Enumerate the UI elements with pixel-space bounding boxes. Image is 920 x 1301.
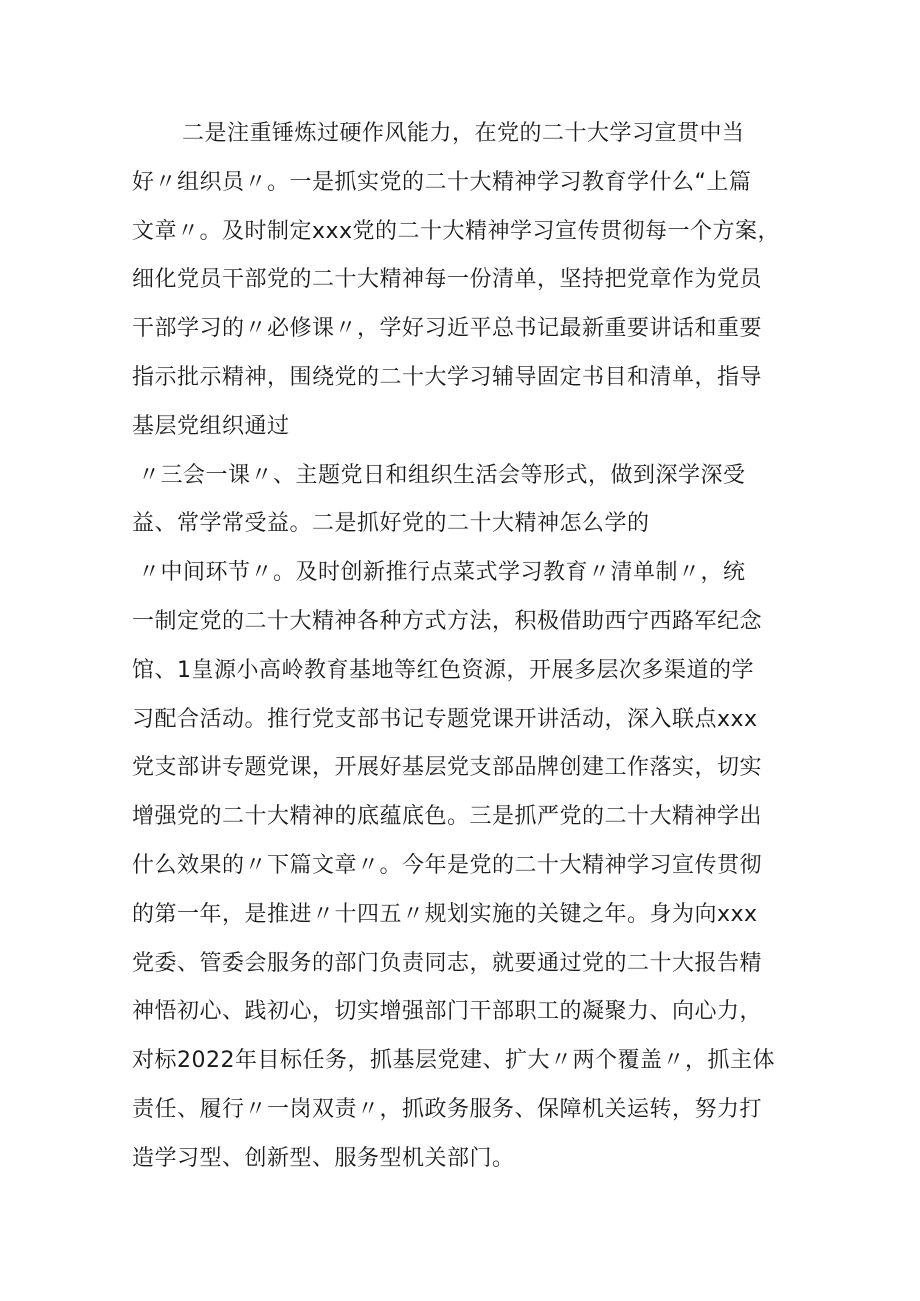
text-line: 益、常学常受益。二是抓好党的二十大精神怎么学的 xyxy=(132,511,650,537)
text-line: 党支部讲专题党课，开展好基层党支部品牌创建工作落实，切实 xyxy=(132,755,763,781)
text-line: 责任、履行〃一岗双责〃，抓政务服务、保障机关运转，努力打 xyxy=(132,1096,763,1122)
text-line: 什么效果的〃下篇文章〃。今年是党的二十大精神学习宣传贯彻 xyxy=(132,852,763,878)
text-line: 干部学习的〃必修课〃，学好习近平总书记最新重要讲话和重要 xyxy=(132,316,763,342)
text-line: 基层党组织通过 xyxy=(132,413,290,439)
text-line: 习配合活动。推行党支部书记专题党课开讲活动，深入联点xxx xyxy=(132,706,758,732)
text-line: 神悟初心、践初心，切实增强部门干部职工的凝聚力、向心力， xyxy=(132,999,763,1025)
text-line: 增强党的二十大精神的底蕴底色。三是抓严党的二十大精神学出 xyxy=(132,804,763,830)
text-line: 细化党员干部党的二十大精神每一份清单，坚持把党章作为党员 xyxy=(132,267,763,293)
text-line: 一制定党的二十大精神各种方式方法，积极借助西宁西路军纪念 xyxy=(132,608,763,634)
text-line: 党委、管委会服务的部门负责同志，就要通过党的二十大报告精 xyxy=(132,950,763,976)
text-line: 对标2022年目标任务，抓基层党建、扩大〃两个覆盖〃，抓主体 xyxy=(132,1048,775,1074)
text-line: 好〃组织员〃。一是抓实党的二十大精神学习教育学什么“上篇 xyxy=(132,169,752,195)
text-line: 二是注重锤炼过硬作风能力，在党的二十大学习宣贯中当 xyxy=(182,121,745,146)
text-line: 〃中间环节〃。及时创新推行点菜式学习教育〃清单制〃，统 xyxy=(138,560,746,586)
text-line: 〃三会一课〃、主题党日和组织生活会等形式，做到深学深受 xyxy=(138,462,746,488)
text-line: 馆、1皇源小高岭教育基地等红色资源，开展多层次多渠道的学 xyxy=(132,657,754,683)
body-paragraph xyxy=(132,110,852,1184)
text-line: 指示批示精神，围绕党的二十大学习辅导固定书目和清单，指导 xyxy=(132,364,763,390)
text-line: 造学习型、创新型、服务型机关部门。 xyxy=(132,1145,515,1171)
text-line: 的第一年，是推进〃十四五〃规划实施的关键之年。身为向xxx xyxy=(132,901,758,927)
text-line: 文章〃。及时制定xxx党的二十大精神学习宣传贯彻每一个方案， xyxy=(132,218,781,244)
